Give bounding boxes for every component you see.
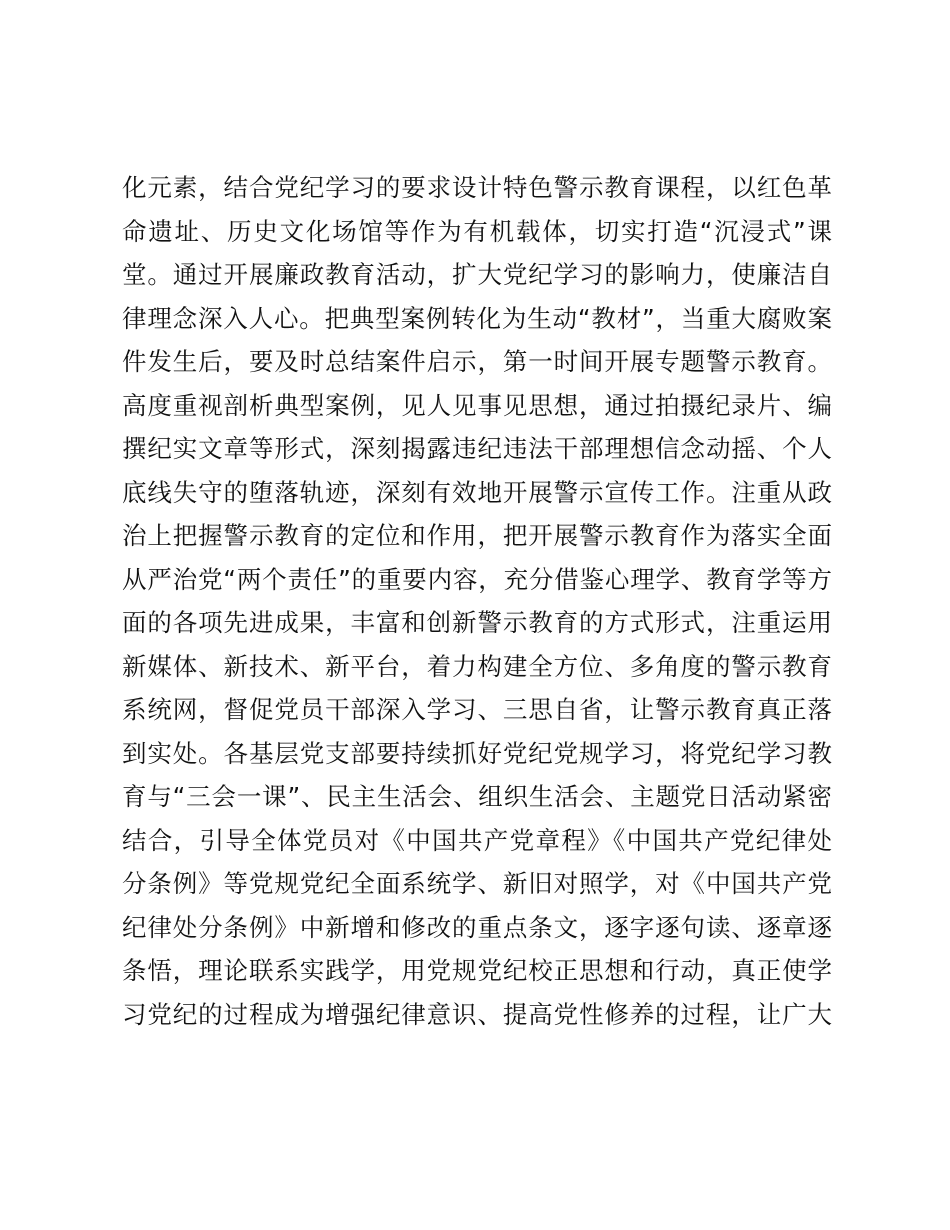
text-line: 纪律处分条例》中新增和修改的重点条文，逐字逐句读、逐章逐 [122, 912, 832, 942]
text-line: 面的各项先进成果，丰富和创新警示教育的方式形式，注重运用 [122, 608, 832, 637]
text-line: 律理念深入人心。把典型案例转化为生动“教材”，当重大腐败案 [122, 303, 832, 333]
text-line: 件发生后，要及时总结案件启示，第一时间开展专题警示教育。 [122, 347, 832, 376]
text-line: 底线失守的堕落轨迹，深刻有效地开展警示宣传工作。注重从政 [122, 477, 832, 507]
text-line: 化元素，结合党纪学习的要求设计特色警示教育课程，以红色革 [122, 173, 832, 202]
text-line: 高度重视剖析典型案例，见人见事见思想，通过拍摄纪录片、编 [122, 390, 832, 420]
text-line: 命遗址、历史文化场馆等作为有机载体，切实打造“沉浸式”课 [122, 216, 832, 246]
text-line: 新媒体、新技术、新平台，着力构建全方位、多角度的警示教育 [122, 651, 832, 681]
text-line: 撰纪实文章等形式，深刻揭露违纪违法干部理想信念动摇、个人 [122, 434, 832, 463]
body-paragraph [122, 166, 832, 1036]
text-line: 条悟，理论联系实践学，用党规党纪校正思想和行动，真正使学 [122, 956, 832, 985]
text-line: 结合，引导全体党员对《中国共产党章程》《中国共产党纪律处 [122, 825, 832, 855]
text-line: 育与“三会一课”、民主生活会、组织生活会、主题党日活动紧密 [122, 782, 832, 811]
text-line: 系统网，督促党员干部深入学习、三思自省，让警示教育真正落 [122, 695, 832, 724]
text-line: 分条例》等党规党纪全面系统学、新旧对照学，对《中国共产党 [122, 869, 832, 898]
text-line: 习党纪的过程成为增强纪律意识、提高党性修养的过程，让广大 [122, 999, 832, 1029]
text-line: 从严治党“两个责任”的重要内容，充分借鉴心理学、教育学等方 [122, 564, 832, 594]
text-line: 堂。通过开展廉政教育活动，扩大党纪学习的影响力，使廉洁自 [122, 260, 832, 289]
text-line: 到实处。各基层党支部要持续抓好党纪党规学习，将党纪学习教 [122, 738, 832, 768]
text-line: 治上把握警示教育的定位和作用，把开展警示教育作为落实全面 [122, 521, 832, 550]
